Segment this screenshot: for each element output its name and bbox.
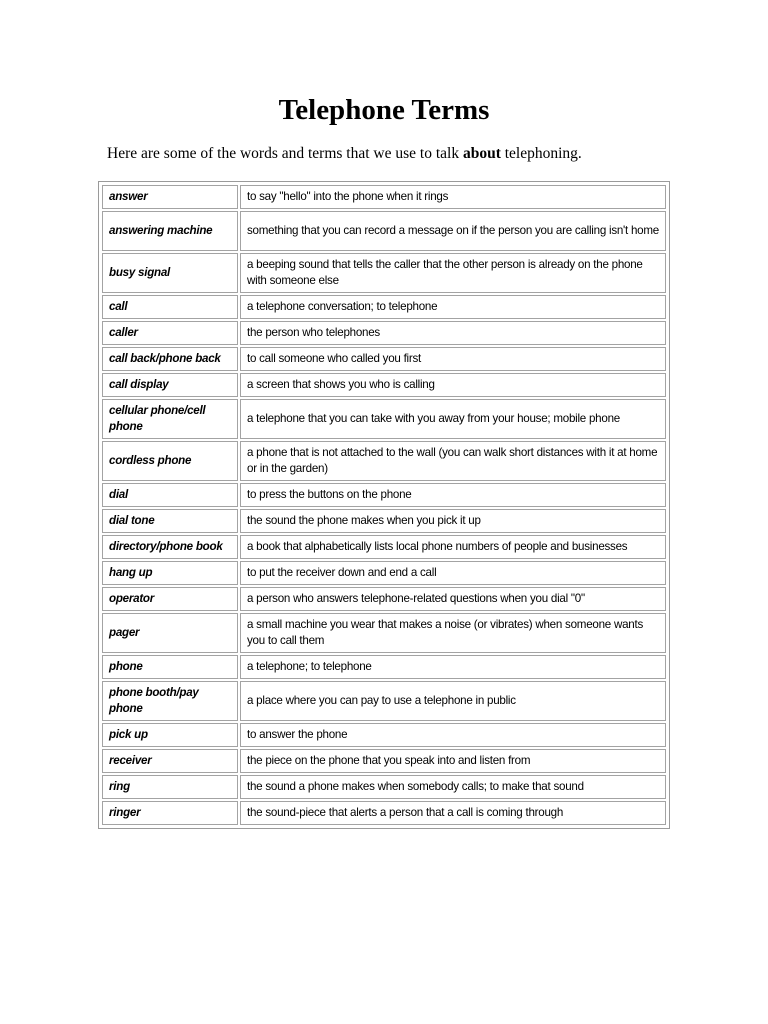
- definition-cell: a telephone conversation; to telephone: [240, 295, 666, 319]
- term-cell: dial tone: [102, 509, 238, 533]
- term-cell: directory/phone book: [102, 535, 238, 559]
- table-row: [102, 373, 666, 397]
- table-row: [102, 253, 666, 293]
- term-cell: cordless phone: [102, 441, 238, 481]
- intro-text-end: telephoning.: [500, 145, 582, 162]
- definition-cell: the sound the phone makes when you pick it up: [240, 509, 666, 533]
- term-cell: dial: [102, 483, 238, 507]
- intro-text-start: Here are some of the words and terms that we use to talk: [107, 145, 463, 162]
- table-row: [102, 801, 666, 825]
- table-row: [102, 723, 666, 747]
- definition-cell: a person who answers telephone-related questions when you dial "0": [240, 587, 666, 611]
- terms-table-body: [102, 185, 666, 825]
- definition-cell: the sound-piece that alerts a person that a call is coming through: [240, 801, 666, 825]
- definition-cell: the person who telephones: [240, 321, 666, 345]
- table-row: [102, 509, 666, 533]
- definition-cell: a book that alphabetically lists local phone numbers of people and businesses: [240, 535, 666, 559]
- terms-table-frame: [98, 181, 670, 829]
- definition-cell: to answer the phone: [240, 723, 666, 747]
- page-title: Telephone Terms: [278, 94, 490, 126]
- term-cell: receiver: [102, 749, 238, 773]
- definition-cell: a beeping sound that tells the caller that the other person is already on the phone with someone else: [240, 253, 666, 293]
- table-row: [102, 655, 666, 679]
- definition-cell: the sound a phone makes when somebody calls; to make that sound: [240, 775, 666, 799]
- term-cell: phone booth/pay phone: [102, 681, 238, 721]
- table-row: [102, 535, 666, 559]
- table-row: [102, 775, 666, 799]
- term-cell: pick up: [102, 723, 238, 747]
- term-cell: caller: [102, 321, 238, 345]
- definition-cell: to say "hello" into the phone when it rings: [240, 185, 666, 209]
- table-row: [102, 211, 666, 251]
- definition-cell: a small machine you wear that makes a noise (or vibrates) when someone wants you to call them: [240, 613, 666, 653]
- term-cell: answer: [102, 185, 238, 209]
- term-cell: call: [102, 295, 238, 319]
- definition-cell: something that you can record a message on if the person you are calling isn't home: [240, 211, 666, 251]
- definition-cell: a screen that shows you who is calling: [240, 373, 666, 397]
- table-row: [102, 613, 666, 653]
- table-row: [102, 295, 666, 319]
- table-row: [102, 441, 666, 481]
- table-row: [102, 185, 666, 209]
- term-cell: answering machine: [102, 211, 238, 251]
- term-cell: ringer: [102, 801, 238, 825]
- intro-text-bold: about: [462, 145, 501, 162]
- term-cell: operator: [102, 587, 238, 611]
- terms-table: [100, 183, 668, 827]
- definition-cell: to press the buttons on the phone: [240, 483, 666, 507]
- table-row: [102, 587, 666, 611]
- term-cell: call back/phone back: [102, 347, 238, 371]
- table-row: [102, 321, 666, 345]
- intro-paragraph: [107, 144, 582, 164]
- definition-cell: a telephone; to telephone: [240, 655, 666, 679]
- term-cell: busy signal: [102, 253, 238, 293]
- definition-cell: the piece on the phone that you speak into and listen from: [240, 749, 666, 773]
- term-cell: cellular phone/cell phone: [102, 399, 238, 439]
- table-row: [102, 561, 666, 585]
- table-row: [102, 483, 666, 507]
- definition-cell: a place where you can pay to use a telephone in public: [240, 681, 666, 721]
- definition-cell: to call someone who called you first: [240, 347, 666, 371]
- table-row: [102, 347, 666, 371]
- term-cell: phone: [102, 655, 238, 679]
- table-row: [102, 749, 666, 773]
- term-cell: hang up: [102, 561, 238, 585]
- definition-cell: a telephone that you can take with you away from your house; mobile phone: [240, 399, 666, 439]
- term-cell: ring: [102, 775, 238, 799]
- definition-cell: a phone that is not attached to the wall (you can walk short distances with it at home or in the garden): [240, 441, 666, 481]
- definition-cell: to put the receiver down and end a call: [240, 561, 666, 585]
- table-row: [102, 399, 666, 439]
- term-cell: pager: [102, 613, 238, 653]
- table-row: [102, 681, 666, 721]
- term-cell: call display: [102, 373, 238, 397]
